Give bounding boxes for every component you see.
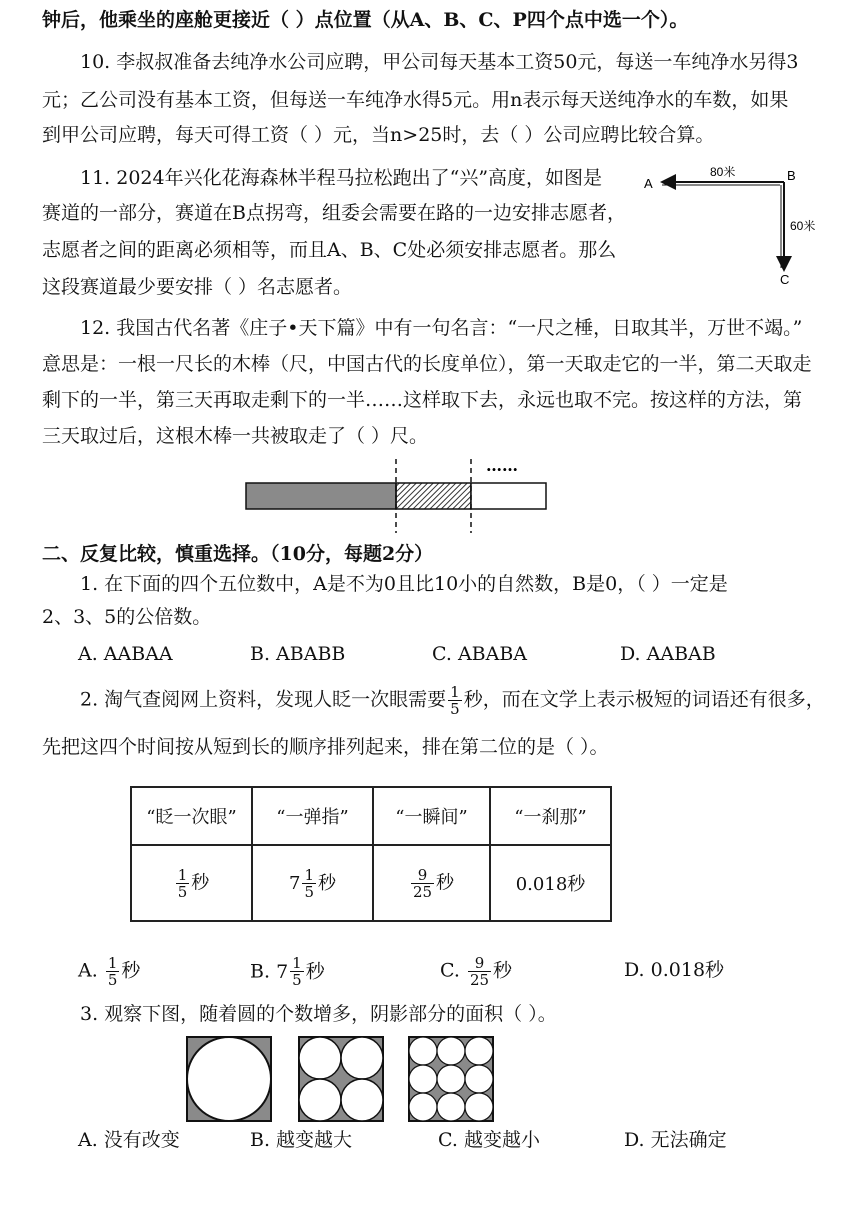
q3-line: 3. 观察下图，随着圆的个数增多，阴影部分的面积（ ）。: [80, 1003, 557, 1025]
q3-option-b[interactable]: B. 越变越大: [250, 1129, 353, 1151]
route-label-c: C: [780, 272, 790, 287]
table-cell: 0.018秒: [490, 845, 611, 921]
q12-line2: 意思是：一根一尺长的木棒（尺，中国古代的长度单位），第一天取走它的一半，第二天取走: [42, 353, 812, 375]
circle-figure-3: [408, 1036, 494, 1122]
q11-line1: 11. 2024年兴化花海森林半程马拉松跑出了“兴”高度，如图是: [80, 167, 603, 189]
table-header: “一弹指”: [252, 787, 373, 845]
stick-dots: ……: [486, 456, 518, 475]
q1-option-b[interactable]: B. ABABB: [250, 643, 346, 665]
q9-continuation: 钟后，他乘坐的座舱更接近（ ）点位置（从A、B、C、P四个点中选一个）。: [42, 9, 689, 31]
q10-line2: 元；乙公司没有基本工资，但每送一车纯净水得5元。用n表示每天送纯净水的车数，如果: [42, 89, 789, 111]
time-table: [130, 786, 612, 922]
route-label-b: B: [787, 168, 796, 183]
q12-line3: 剩下的一半，第三天再取走剩下的一半……这样取下去，永远也取不完。按这样的方法，第: [42, 389, 803, 411]
fraction-one-fifth: $\frac{1}{5}$: [450, 683, 460, 718]
table-cell: $\frac{9}{25}$ 秒: [373, 845, 490, 921]
q2-line1: [80, 684, 825, 717]
section-2-title: 二、反复比较，慎重选择。（10分，每题2分）: [42, 543, 434, 565]
q3-option-d[interactable]: D. 无法确定: [624, 1129, 727, 1151]
q12-line1: 12. 我国古代名著《庄子•天下篇》中有一句名言：“一尺之棰，日取其半，万世不竭。”: [80, 317, 803, 339]
q1-line2: 2、3、5的公倍数。: [42, 606, 212, 628]
table-cell: 7 $\frac{1}{5}$ 秒: [252, 845, 373, 921]
stick-remaining: [471, 483, 546, 509]
q11-line3: 志愿者之间的距离必须相等，而且A、B、C处必须安排志愿者。那么: [42, 239, 617, 261]
q2-text-pre: 2. 淘气查阅网上资料，发现人眨一次眼需要: [80, 688, 447, 711]
q1-line1: 1. 在下面的四个五位数中，A是不为0且比10小的自然数，B是0，（ ）一定是: [80, 573, 728, 595]
q11-line4: 这段赛道最少要安排（ ）名志愿者。: [42, 276, 353, 298]
q2-option-a[interactable]: A. $\frac{1}{5}$ 秒: [78, 954, 141, 989]
q3-option-a[interactable]: A. 没有改变: [78, 1129, 180, 1151]
circle-figure-1: [186, 1036, 272, 1122]
stick-first-half: [246, 483, 396, 509]
q2-option-d[interactable]: D. 0.018秒: [624, 959, 725, 981]
q1-option-a[interactable]: A. AABAA: [78, 643, 173, 665]
q2-line2: 先把这四个时间按从短到长的顺序排列起来，排在第二位的是（ ）。: [42, 736, 609, 758]
q2-text-post: 秒，而在文学上表示极短的词语还有很多，: [463, 688, 825, 711]
q1-option-c[interactable]: C. ABABA: [432, 643, 528, 665]
route-label-a: A: [644, 176, 653, 191]
table-header: “眨一次眼”: [131, 787, 252, 845]
q3-option-c[interactable]: C. 越变越小: [438, 1129, 540, 1151]
q2-option-c[interactable]: C. $\frac{9}{25}$ 秒: [440, 954, 513, 989]
route-label-bc: 60米: [790, 219, 816, 233]
q10-line1: 10. 李叔叔准备去纯净水公司应聘，甲公司每天基本工资50元，每送一车纯净水另得3: [80, 51, 799, 73]
table-cell: $\frac{1}{5}$ 秒: [131, 845, 252, 921]
table-header: “一瞬间”: [373, 787, 490, 845]
q11-line2: 赛道的一部分，赛道在B点拐弯，组委会需要在路的一边安排志愿者，: [42, 202, 626, 224]
table-header: “一刹那”: [490, 787, 611, 845]
stick-diagram: [240, 455, 560, 535]
q12-line4: 三天取过后，这根木棒一共被取走了（ ）尺。: [42, 425, 429, 447]
q1-option-d[interactable]: D. AABAB: [620, 643, 716, 665]
circle-figure-2: [298, 1036, 384, 1122]
route-label-ab: 80米: [710, 165, 736, 179]
route-diagram: [640, 160, 840, 290]
stick-second-quarter: [396, 483, 471, 509]
q10-line3: 到甲公司应聘，每天可得工资（ ）元，当n>25时，去（ ）公司应聘比较合算。: [42, 124, 715, 146]
q2-option-b[interactable]: B. 7 $\frac{1}{5}$ 秒: [250, 954, 325, 989]
